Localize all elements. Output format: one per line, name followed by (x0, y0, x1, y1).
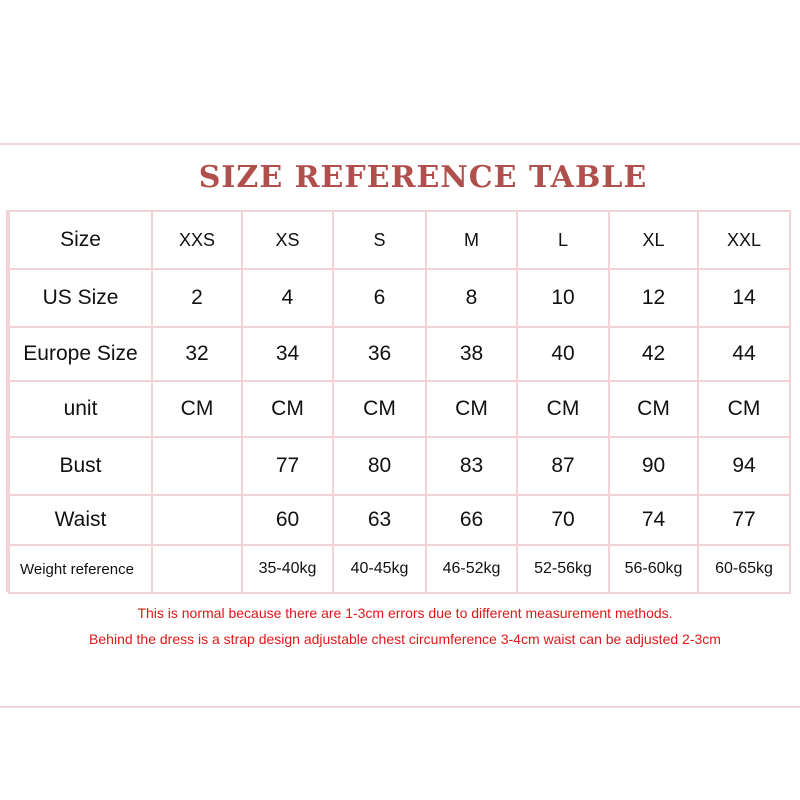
cell: 83 (426, 437, 517, 495)
cell: 34 (242, 327, 333, 381)
cell: 12 (609, 269, 698, 327)
cell (152, 437, 242, 495)
cell: XXL (698, 211, 790, 269)
cell: 52-56kg (517, 545, 609, 593)
size-reference-table (8, 210, 791, 594)
cell: 80 (333, 437, 426, 495)
cell: CM (609, 381, 698, 437)
cell: CM (152, 381, 242, 437)
cell: 94 (698, 437, 790, 495)
cell: S (333, 211, 426, 269)
row-label: US Size (9, 269, 152, 327)
cell: XXS (152, 211, 242, 269)
cell: CM (426, 381, 517, 437)
table-row-weight-reference (9, 545, 790, 593)
cell: CM (698, 381, 790, 437)
note-strap-design: Behind the dress is a strap design adjustable chest circumference 3-4cm waist can be adjusted 2-3cm (89, 631, 721, 647)
row-label: Bust (9, 437, 152, 495)
cell: 60 (242, 495, 333, 545)
cell: 35-40kg (242, 545, 333, 593)
row-label: unit (9, 381, 152, 437)
cell: XS (242, 211, 333, 269)
cell: CM (242, 381, 333, 437)
cell (152, 495, 242, 545)
cell: 38 (426, 327, 517, 381)
cell: 90 (609, 437, 698, 495)
cell: 36 (333, 327, 426, 381)
cell: 42 (609, 327, 698, 381)
cell: 66 (426, 495, 517, 545)
cell: XL (609, 211, 698, 269)
row-label: Waist (9, 495, 152, 545)
cell: CM (517, 381, 609, 437)
table-row-waist (9, 495, 790, 545)
cell: 2 (152, 269, 242, 327)
cell: M (426, 211, 517, 269)
cell: L (517, 211, 609, 269)
table-row-us-size (9, 269, 790, 327)
page-title: SIZE REFERENCE TABLE (198, 160, 648, 195)
table-row-europe-size (9, 327, 790, 381)
table-row-unit (9, 381, 790, 437)
cell: 40 (517, 327, 609, 381)
cell: 70 (517, 495, 609, 545)
note-measurement-error: This is normal because there are 1-3cm errors due to different measurement methods. (137, 605, 673, 621)
cell: 60-65kg (698, 545, 790, 593)
cell (152, 545, 242, 593)
cell: 32 (152, 327, 242, 381)
table-row-size (9, 211, 790, 269)
cell: CM (333, 381, 426, 437)
cell: 8 (426, 269, 517, 327)
row-label: Europe Size (9, 327, 152, 381)
table-row-bust (9, 437, 790, 495)
measurement-notes (0, 600, 800, 652)
table-left-edge (0, 210, 8, 592)
cell: 40-45kg (333, 545, 426, 593)
cell: 87 (517, 437, 609, 495)
cell: 4 (242, 269, 333, 327)
cell: 74 (609, 495, 698, 545)
cell: 46-52kg (426, 545, 517, 593)
cell: 77 (242, 437, 333, 495)
cell: 77 (698, 495, 790, 545)
cell: 10 (517, 269, 609, 327)
row-label: Size (9, 211, 152, 269)
cell: 6 (333, 269, 426, 327)
cell: 63 (333, 495, 426, 545)
cell: 44 (698, 327, 790, 381)
row-label: Weight reference (9, 545, 152, 593)
cell: 56-60kg (609, 545, 698, 593)
cell: 14 (698, 269, 790, 327)
